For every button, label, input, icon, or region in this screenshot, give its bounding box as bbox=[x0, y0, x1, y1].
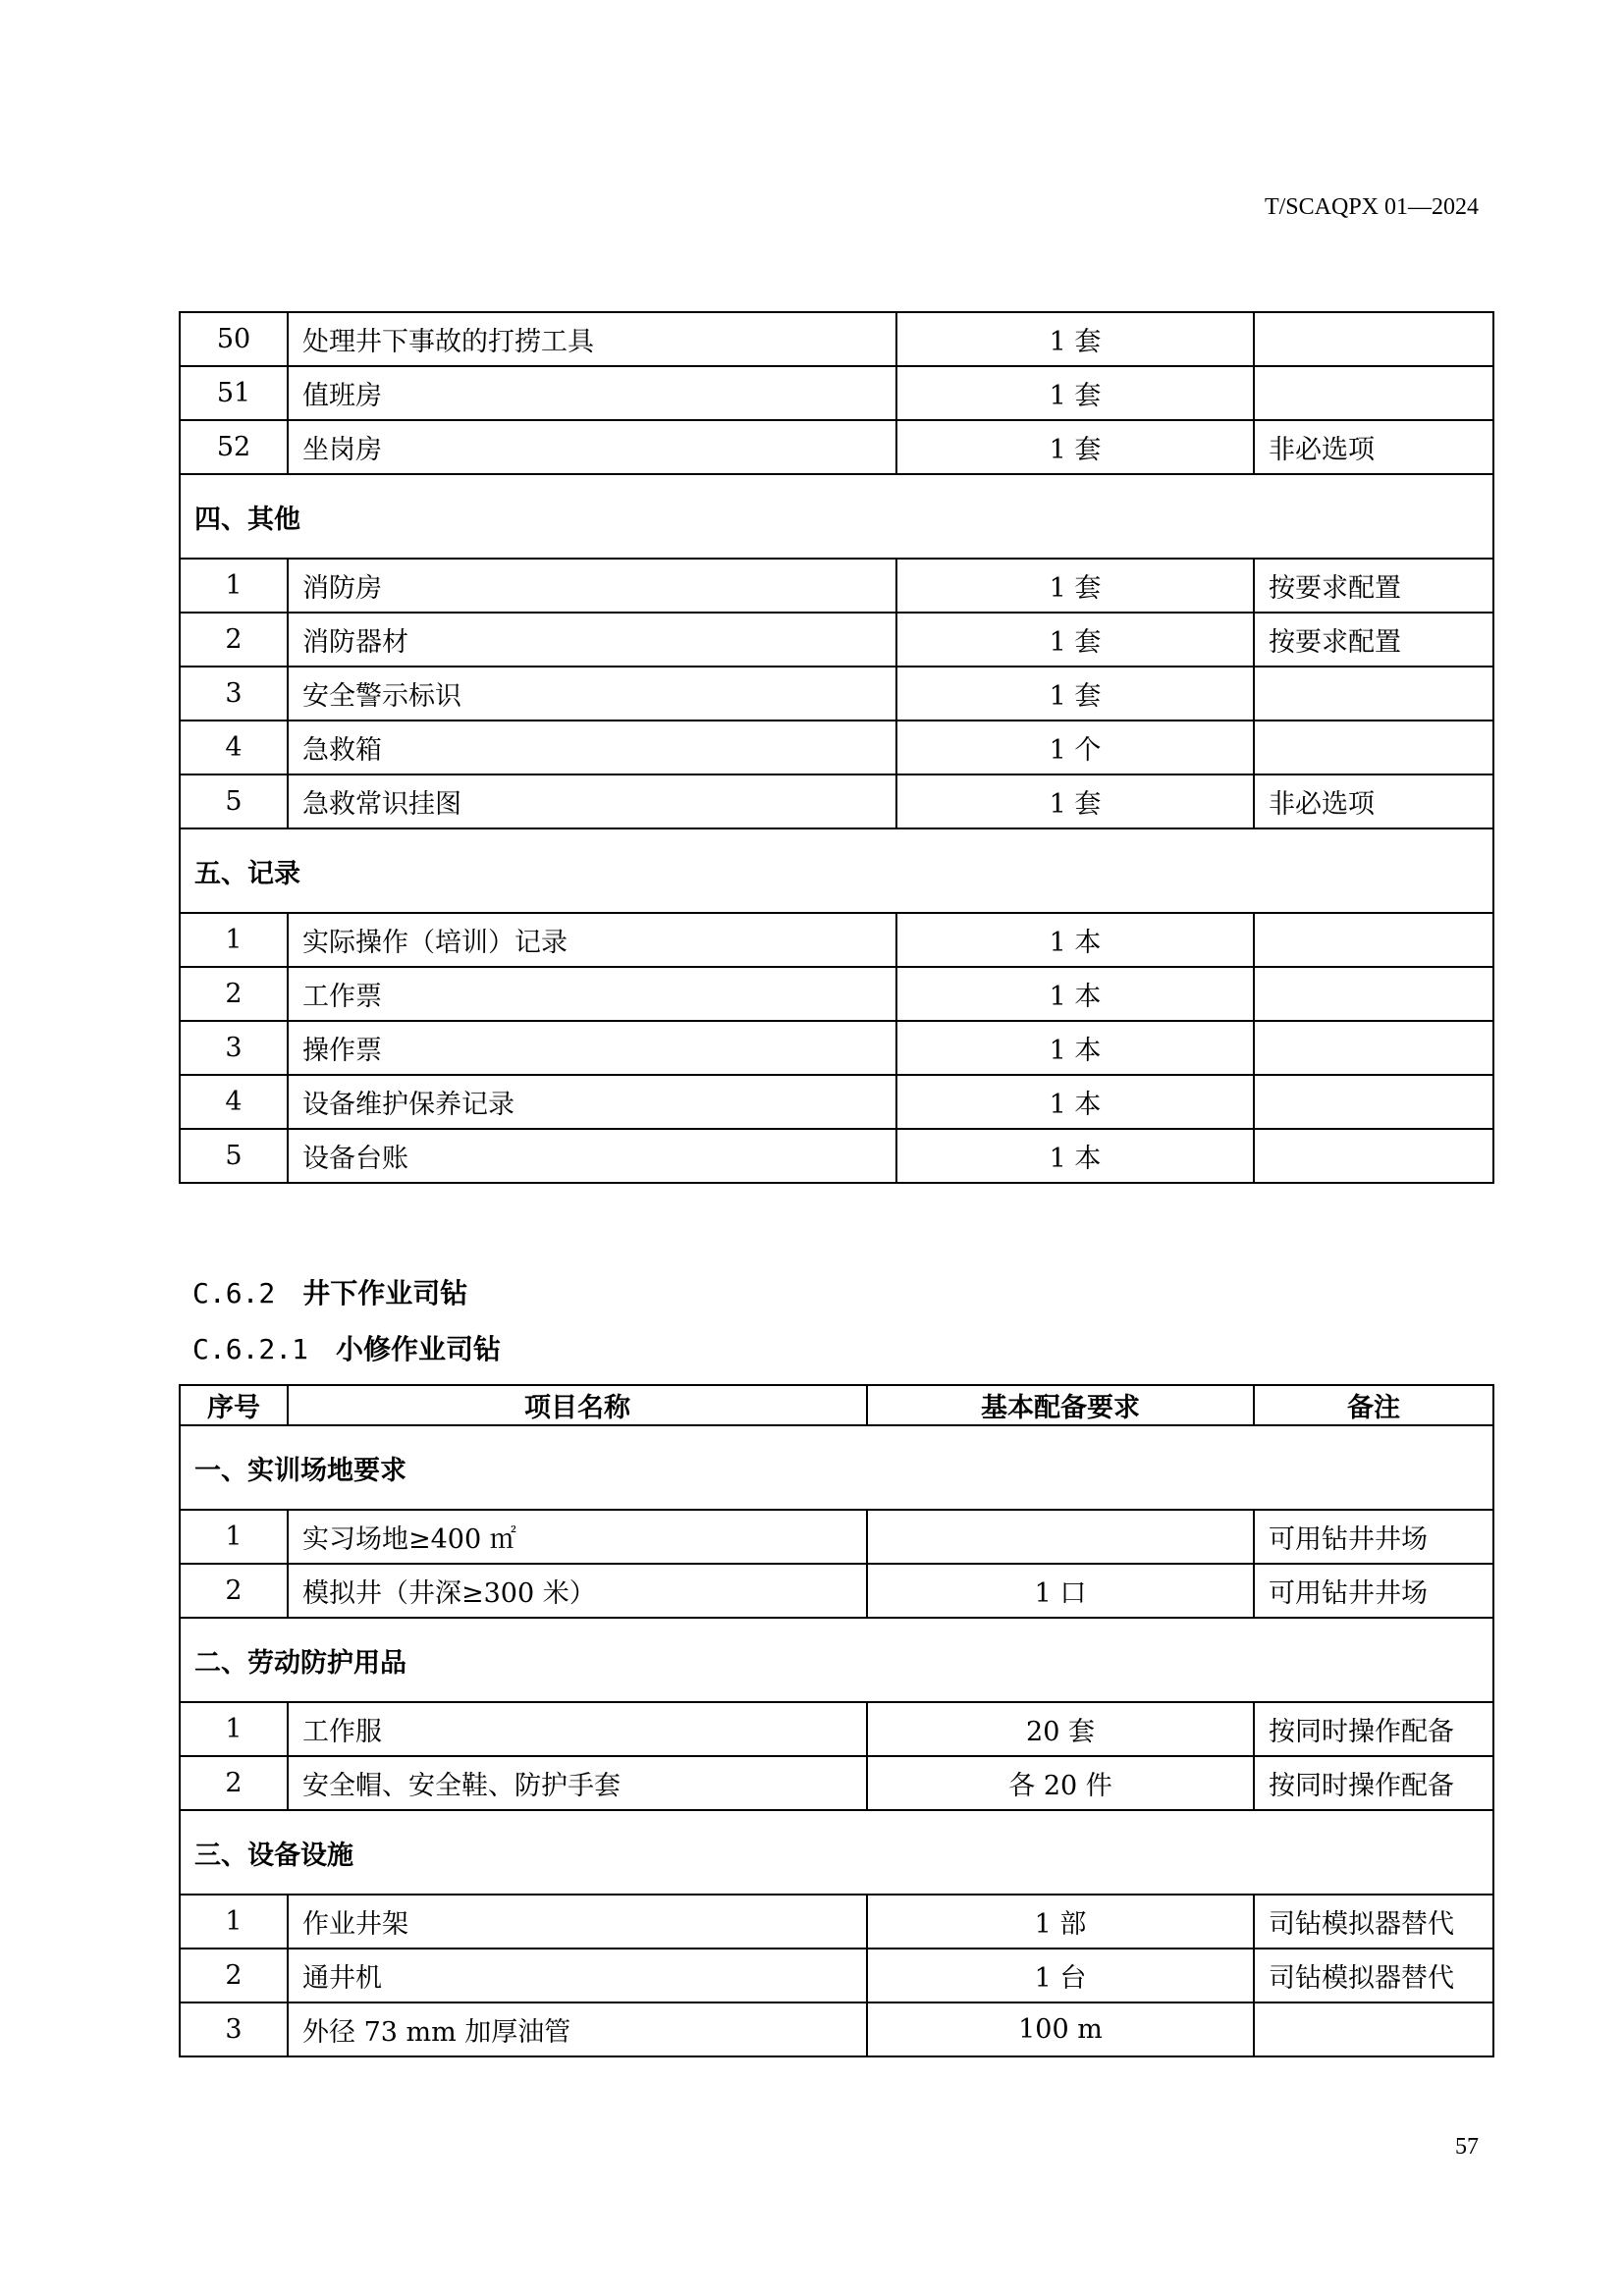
cell-remark bbox=[1254, 1129, 1493, 1183]
cell-item-name: 消防器材 bbox=[288, 613, 896, 667]
cell-remark: 非必选项 bbox=[1254, 420, 1493, 474]
table-row bbox=[180, 1564, 1493, 1618]
cell-requirement: 100 m bbox=[867, 2002, 1254, 2056]
section-row bbox=[180, 474, 1493, 559]
cell-item-name: 作业井架 bbox=[288, 1895, 867, 1949]
cell-seq: 1 bbox=[180, 1510, 288, 1564]
header-item-name: 项目名称 bbox=[288, 1385, 867, 1425]
cell-seq: 2 bbox=[180, 1756, 288, 1810]
cell-remark: 按要求配置 bbox=[1254, 613, 1493, 667]
table-row bbox=[180, 913, 1493, 967]
section-number: C.6.2.1 bbox=[192, 1333, 309, 1365]
cell-item-name: 实习场地≥400 ㎡ bbox=[288, 1510, 867, 1564]
cell-remark: 按同时操作配备 bbox=[1254, 1702, 1493, 1756]
cell-requirement: 1 套 bbox=[896, 366, 1254, 420]
cell-item-name: 模拟井（井深≥300 米） bbox=[288, 1564, 867, 1618]
cell-item-name: 操作票 bbox=[288, 1021, 896, 1075]
cell-seq: 4 bbox=[180, 721, 288, 774]
header-seq: 序号 bbox=[180, 1385, 288, 1425]
cell-seq: 3 bbox=[180, 2002, 288, 2056]
section-row bbox=[180, 1425, 1493, 1510]
cell-remark bbox=[1254, 721, 1493, 774]
cell-seq: 2 bbox=[180, 613, 288, 667]
cell-seq: 51 bbox=[180, 366, 288, 420]
cell-seq: 1 bbox=[180, 1895, 288, 1949]
table-row bbox=[180, 1129, 1493, 1183]
section-row bbox=[180, 1810, 1493, 1895]
cell-item-name: 外径 73 mm 加厚油管 bbox=[288, 2002, 867, 2056]
cell-item-name: 通井机 bbox=[288, 1949, 867, 2002]
document-code: T/SCAQPX 01—2024 bbox=[1264, 194, 1479, 220]
cell-item-name: 值班房 bbox=[288, 366, 896, 420]
section-title: 井下作业司钻 bbox=[302, 1277, 468, 1309]
cell-remark bbox=[1254, 667, 1493, 721]
cell-remark bbox=[1254, 312, 1493, 366]
cell-requirement: 1 套 bbox=[896, 667, 1254, 721]
page-number: 57 bbox=[1455, 2134, 1479, 2160]
section-title: 二、劳动防护用品 bbox=[180, 1618, 1493, 1702]
cell-remark bbox=[1254, 967, 1493, 1021]
cell-requirement: 1 本 bbox=[896, 913, 1254, 967]
table-row bbox=[180, 667, 1493, 721]
cell-remark: 司钻模拟器替代 bbox=[1254, 1949, 1493, 2002]
cell-requirement: 1 套 bbox=[896, 774, 1254, 828]
cell-seq: 52 bbox=[180, 420, 288, 474]
cell-seq: 2 bbox=[180, 1564, 288, 1618]
cell-remark: 按同时操作配备 bbox=[1254, 1756, 1493, 1810]
cell-seq: 5 bbox=[180, 1129, 288, 1183]
table-header-row bbox=[180, 1385, 1493, 1425]
cell-requirement: 1 本 bbox=[896, 1021, 1254, 1075]
cell-seq: 3 bbox=[180, 1021, 288, 1075]
cell-seq: 5 bbox=[180, 774, 288, 828]
table-row bbox=[180, 1895, 1493, 1949]
table-row bbox=[180, 1702, 1493, 1756]
cell-seq: 1 bbox=[180, 913, 288, 967]
cell-item-name: 处理井下事故的打捞工具 bbox=[288, 312, 896, 366]
cell-seq: 3 bbox=[180, 667, 288, 721]
section-title: 五、记录 bbox=[180, 828, 1493, 913]
table-row bbox=[180, 1075, 1493, 1129]
cell-item-name: 工作服 bbox=[288, 1702, 867, 1756]
section-number: C.6.2 bbox=[192, 1277, 276, 1309]
table-row bbox=[180, 312, 1493, 366]
table-row bbox=[180, 1510, 1493, 1564]
section-title: 四、其他 bbox=[180, 474, 1493, 559]
cell-remark bbox=[1254, 1075, 1493, 1129]
table-row bbox=[180, 366, 1493, 420]
table-row bbox=[180, 774, 1493, 828]
table-row bbox=[180, 559, 1493, 613]
cell-item-name: 安全帽、安全鞋、防护手套 bbox=[288, 1756, 867, 1810]
cell-item-name: 急救常识挂图 bbox=[288, 774, 896, 828]
header-requirement: 基本配备要求 bbox=[867, 1385, 1254, 1425]
table-row bbox=[180, 1021, 1493, 1075]
cell-item-name: 工作票 bbox=[288, 967, 896, 1021]
cell-seq: 1 bbox=[180, 559, 288, 613]
cell-remark bbox=[1254, 913, 1493, 967]
cell-item-name: 实际操作（培训）记录 bbox=[288, 913, 896, 967]
cell-item-name: 安全警示标识 bbox=[288, 667, 896, 721]
table-row bbox=[180, 1949, 1493, 2002]
cell-seq: 50 bbox=[180, 312, 288, 366]
cell-remark: 司钻模拟器替代 bbox=[1254, 1895, 1493, 1949]
cell-remark bbox=[1254, 366, 1493, 420]
cell-seq: 4 bbox=[180, 1075, 288, 1129]
cell-seq: 2 bbox=[180, 1949, 288, 2002]
cell-item-name: 设备维护保养记录 bbox=[288, 1075, 896, 1129]
table-row bbox=[180, 613, 1493, 667]
cell-remark bbox=[1254, 1021, 1493, 1075]
cell-requirement: 1 本 bbox=[896, 967, 1254, 1021]
cell-requirement: 1 本 bbox=[896, 1129, 1254, 1183]
table-row bbox=[180, 721, 1493, 774]
cell-requirement: 1 台 bbox=[867, 1949, 1254, 2002]
cell-remark bbox=[1254, 2002, 1493, 2056]
cell-seq: 2 bbox=[180, 967, 288, 1021]
section-title: 三、设备设施 bbox=[180, 1810, 1493, 1895]
cell-requirement bbox=[867, 1510, 1254, 1564]
cell-remark: 可用钻井井场 bbox=[1254, 1510, 1493, 1564]
section-row bbox=[180, 1618, 1493, 1702]
cell-remark: 按要求配置 bbox=[1254, 559, 1493, 613]
section-title: 一、实训场地要求 bbox=[180, 1425, 1493, 1510]
cell-requirement: 1 套 bbox=[896, 312, 1254, 366]
section-heading-c-6-2-1 bbox=[192, 1328, 501, 1367]
cell-seq: 1 bbox=[180, 1702, 288, 1756]
cell-requirement: 1 口 bbox=[867, 1564, 1254, 1618]
cell-requirement: 1 套 bbox=[896, 559, 1254, 613]
cell-requirement: 1 本 bbox=[896, 1075, 1254, 1129]
table-row bbox=[180, 967, 1493, 1021]
cell-requirement: 20 套 bbox=[867, 1702, 1254, 1756]
cell-remark: 可用钻井井场 bbox=[1254, 1564, 1493, 1618]
table-row bbox=[180, 2002, 1493, 2056]
cell-item-name: 消防房 bbox=[288, 559, 896, 613]
table-row bbox=[180, 420, 1493, 474]
equipment-table-2 bbox=[179, 1384, 1494, 2057]
cell-item-name: 设备台账 bbox=[288, 1129, 896, 1183]
equipment-table-1 bbox=[179, 311, 1494, 1184]
section-title: 小修作业司钻 bbox=[336, 1333, 502, 1365]
cell-item-name: 急救箱 bbox=[288, 721, 896, 774]
table-row bbox=[180, 1756, 1493, 1810]
cell-requirement: 1 套 bbox=[896, 420, 1254, 474]
header-remark: 备注 bbox=[1254, 1385, 1493, 1425]
cell-requirement: 1 个 bbox=[896, 721, 1254, 774]
section-heading-c-6-2 bbox=[192, 1272, 467, 1311]
section-row bbox=[180, 828, 1493, 913]
cell-requirement: 1 套 bbox=[896, 613, 1254, 667]
cell-remark: 非必选项 bbox=[1254, 774, 1493, 828]
cell-item-name: 坐岗房 bbox=[288, 420, 896, 474]
cell-requirement: 1 部 bbox=[867, 1895, 1254, 1949]
cell-requirement: 各 20 件 bbox=[867, 1756, 1254, 1810]
